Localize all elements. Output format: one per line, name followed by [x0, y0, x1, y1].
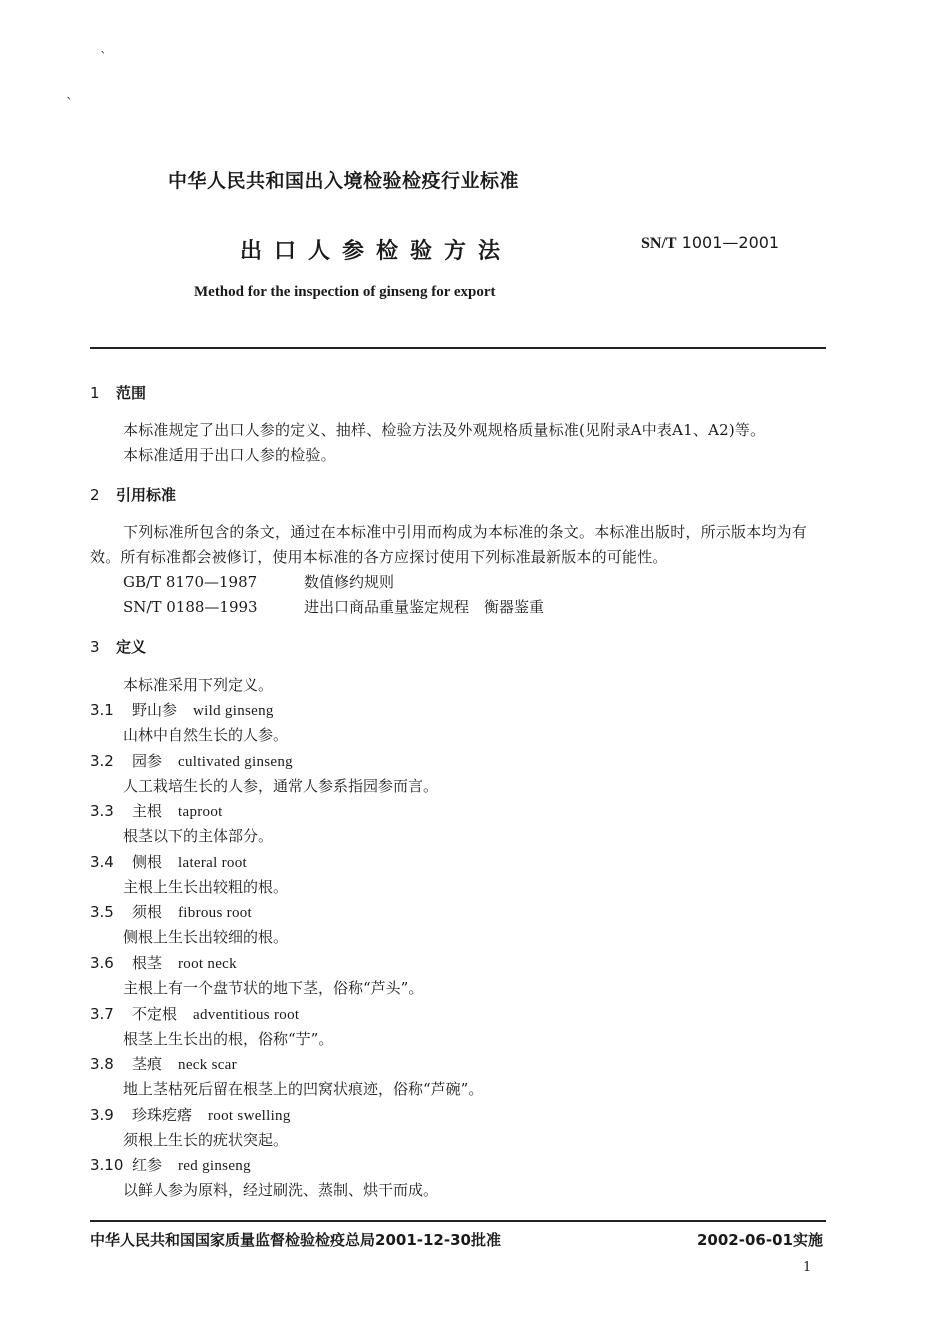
standard-code-prefix: SN/T	[641, 235, 677, 252]
paragraph: 本标准规定了出口人参的定义、抽样、检验方法及外观规格质量标准(见附录A中表A1、A2)等。	[123, 421, 766, 439]
term-en: neck scar	[178, 1057, 237, 1074]
term-definition: 地上茎枯死后留在根茎上的凹窝状痕迹，俗称“芦碗”。	[123, 1080, 484, 1099]
paragraph: 本标准适用于出口人参的检验。	[123, 446, 336, 464]
section-number: 1	[90, 384, 100, 402]
term-zh: 不定根	[132, 1004, 178, 1023]
term-zh: 茎痕	[132, 1055, 163, 1074]
issuing-organization: 中华人民共和国出入境检验检疫行业标准	[168, 170, 520, 192]
reference-code: GB/T 8170—1987	[123, 573, 258, 591]
term-zh: 主根	[132, 802, 163, 821]
term-definition: 主根上生长出较粗的根。	[123, 877, 289, 896]
term-zh: 根茎	[132, 954, 163, 972]
standard-code	[641, 233, 779, 253]
term-zh: 珍珠疙瘩	[132, 1105, 193, 1124]
section-title: 范围	[116, 384, 147, 402]
footer-divider	[90, 1220, 826, 1222]
term-number: 3.5	[90, 903, 114, 922]
reference-title: 数值修约规则	[304, 573, 395, 591]
standard-code-number: 1001—2001	[681, 233, 780, 252]
term-en: root neck	[178, 956, 237, 972]
term-heading	[90, 1053, 237, 1074]
term-heading	[90, 952, 237, 973]
term-zh: 须根	[132, 903, 163, 922]
document-title: 出口人参检验方法	[240, 239, 513, 264]
term-en: adventitious root	[193, 1006, 300, 1023]
term-en: cultivated ginseng	[178, 753, 293, 770]
scan-mark: `	[100, 50, 107, 66]
term-zh: 红参	[132, 1156, 163, 1175]
definitions-intro: 本标准采用下列定义。	[123, 676, 274, 694]
section-heading-definitions	[90, 636, 146, 657]
approval-line: 中华人民共和国国家质量监督检验检疫总局2001-12-30批准	[90, 1231, 501, 1249]
term-definition: 人工栽培生长的人参，通常人参系指园参而言。	[123, 776, 439, 795]
term-heading	[90, 750, 293, 771]
term-zh: 园参	[132, 751, 163, 770]
term-definition: 根茎以下的主体部分。	[123, 827, 274, 846]
section-heading-scope	[90, 382, 146, 403]
term-en: red ginseng	[178, 1158, 251, 1175]
reference-code: SN/T 0188—1993	[123, 598, 258, 616]
term-number: 3.3	[90, 802, 114, 821]
term-definition: 主根上有一个盘节状的地下茎，俗称“芦头”。	[123, 979, 424, 997]
section-title: 引用标准	[116, 486, 177, 504]
scan-mark: `	[66, 96, 73, 112]
term-heading	[90, 1104, 291, 1125]
term-en: taproot	[178, 804, 223, 821]
term-number: 3.6	[90, 954, 114, 972]
term-heading	[90, 851, 247, 872]
term-number: 3.2	[90, 751, 114, 770]
term-en: wild ginseng	[193, 703, 274, 719]
term-heading	[90, 1003, 299, 1024]
term-zh: 野山参	[132, 701, 178, 719]
paragraph: 下列标准所包含的条文，通过在本标准中引用而构成为本标准的条文。本标准出版时，所示版本均为有效。所有标准都会被修订，使用本标准的各方应探讨使用下列标准最新版本的可能性。	[90, 523, 808, 566]
term-definition: 根茎上生长出的根，俗称“艼”。	[123, 1029, 334, 1048]
reference-item	[123, 596, 544, 617]
term-en: fibrous root	[178, 905, 253, 922]
term-number: 3.9	[90, 1105, 114, 1124]
term-definition: 以鲜人参为原料，经过刷洗、蒸制、烘干而成。	[123, 1181, 439, 1200]
effective-date: 2002-06-01实施	[697, 1231, 823, 1249]
english-title: Method for the inspection of ginseng for export	[194, 284, 496, 300]
term-number: 3.4	[90, 852, 114, 871]
reference-title: 进出口商品重量鉴定规程 衡器鉴重	[304, 598, 545, 616]
header-divider	[90, 347, 826, 349]
term-zh: 侧根	[132, 852, 163, 871]
term-definition: 须根上生长的疣状突起。	[123, 1130, 289, 1149]
term-heading	[90, 800, 223, 821]
section-number: 2	[90, 486, 100, 504]
term-number: 3.8	[90, 1055, 114, 1074]
term-en: root swelling	[208, 1107, 291, 1124]
term-heading	[90, 901, 252, 922]
term-heading	[90, 1154, 251, 1175]
section-number: 3	[90, 638, 100, 656]
reference-item	[123, 571, 394, 592]
term-en: lateral root	[178, 854, 247, 871]
term-number: 3.1	[90, 701, 114, 719]
section-heading-references	[90, 484, 176, 505]
section-title: 定义	[116, 638, 147, 656]
term-definition: 山林中自然生长的人参。	[123, 726, 289, 744]
term-number: 3.7	[90, 1004, 114, 1023]
term-definition: 侧根上生长出较细的根。	[123, 928, 289, 947]
term-number: 3.10	[90, 1156, 124, 1175]
term-heading	[90, 699, 274, 720]
page-number: 1	[803, 1260, 812, 1275]
